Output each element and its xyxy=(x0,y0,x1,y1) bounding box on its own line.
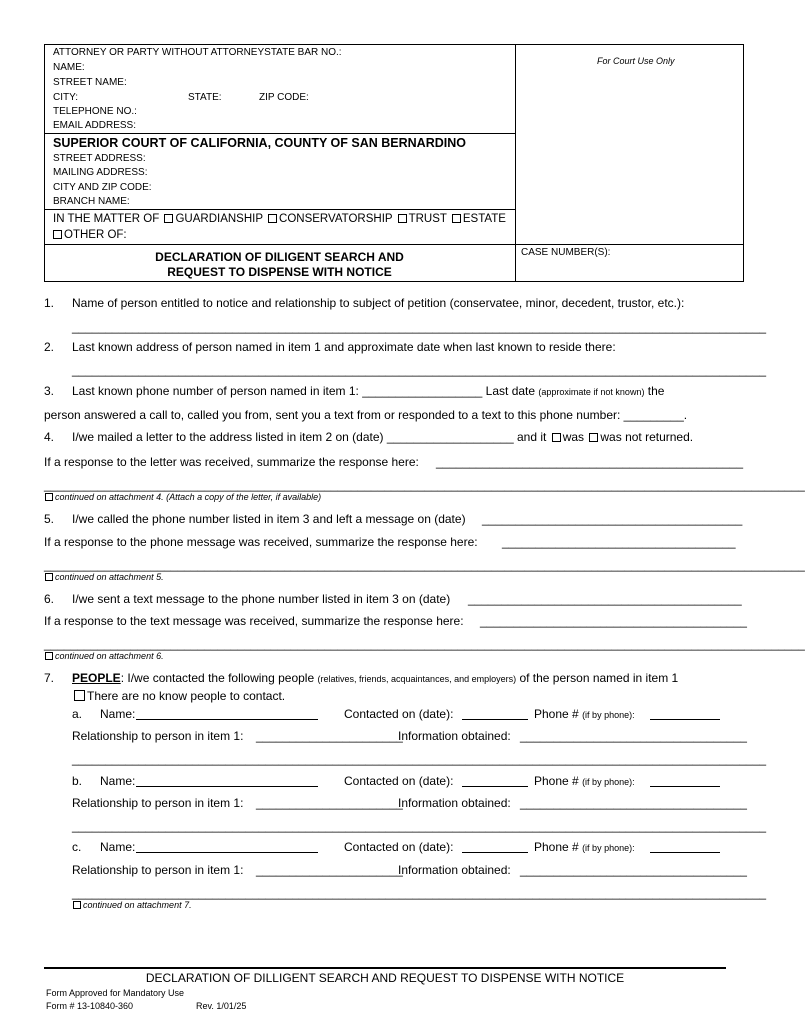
person-c-info-field[interactable]: __________________________________ xyxy=(520,863,747,877)
person-a-phone-field[interactable] xyxy=(650,719,720,720)
item4-continued xyxy=(45,492,321,503)
item2-text: Last known address of person named in item 1 and approximate date when last known to reside there: xyxy=(72,340,616,354)
item3-phone-field[interactable]: __________________ xyxy=(362,384,483,398)
item6-response-field[interactable]: ________________________________________ xyxy=(480,614,747,628)
person-c-phone-field[interactable] xyxy=(650,852,720,853)
person-a-info-line2[interactable]: ________________________________________________________________________________________________________ xyxy=(72,752,767,766)
case-number-label: CASE NUMBER(S): xyxy=(521,247,611,258)
court-mailing-label: MAILING ADDRESS: xyxy=(53,167,148,178)
item6-continued-label: continued on attachment 6. xyxy=(55,651,164,661)
item5-date-field[interactable]: _______________________________________ xyxy=(482,512,743,526)
item7-none-line xyxy=(72,689,285,703)
item4-continued-label: continued on attachment 4. (Attach a copy of the letter, if available) xyxy=(55,492,322,502)
person-a-phone-paren: (if by phone): xyxy=(582,710,635,720)
item2-number: 2. xyxy=(44,340,55,354)
item3-line2-text: person answered a call to, called you from, sent you a text from or responded to a text to this phone number: xyxy=(44,408,621,422)
street-label: STREET NAME: xyxy=(53,77,127,88)
person-b-contacted-label: Contacted on (date): xyxy=(344,774,454,788)
person-a-name-field[interactable] xyxy=(136,719,318,720)
person-b-info-field[interactable]: __________________________________ xyxy=(520,796,747,810)
item4-continued-checkbox[interactable] xyxy=(45,493,53,501)
item4-date-field[interactable]: ___________________ xyxy=(386,430,514,444)
item7-number: 7. xyxy=(44,671,55,685)
item5-number: 5. xyxy=(44,512,55,526)
name-label: NAME: xyxy=(53,62,85,73)
item1-answer-line[interactable]: ________________________________________________________________________________________________________ xyxy=(72,320,767,334)
item1-number: 1. xyxy=(44,296,55,310)
item7-continued xyxy=(73,900,192,911)
caption-box xyxy=(44,44,744,282)
person-c-contacted-field[interactable] xyxy=(462,852,528,853)
court-cityzip-label: CITY AND ZIP CODE: xyxy=(53,182,152,193)
item6-text: I/we sent a text message to the phone number listed in item 3 on (date) xyxy=(72,592,451,606)
matter-line xyxy=(53,212,506,226)
footer-title: DECLARATION OF DILLIGENT SEARCH AND REQUEST TO DISPENSE WITH NOTICE xyxy=(145,971,625,985)
item5-response-field[interactable]: ___________________________________ xyxy=(502,535,736,549)
person-a-phone-label: Phone # xyxy=(534,707,579,721)
form-title-line2: REQUEST TO DISPENSE WITH NOTICE xyxy=(167,265,392,279)
item1-text: Name of person entitled to notice and relationship to subject of petition (conservatee, minor, decedent, trustor, etc.): xyxy=(72,296,685,310)
person-b-letter: b. xyxy=(72,774,83,788)
item5-response-line2[interactable]: __________________________________________________________________________________________________________________ xyxy=(44,558,805,572)
trust-label: TRUST xyxy=(408,213,447,225)
person-a-contacted-field[interactable] xyxy=(462,719,528,720)
person-c-relationship-field[interactable]: ______________________ xyxy=(256,863,403,877)
item7-paren: (relatives, friends, acquaintances, and employers) xyxy=(317,674,517,684)
person-c-phone-label: Phone # xyxy=(534,840,579,854)
footer-rule xyxy=(44,967,726,969)
person-c-phone-paren: (if by phone): xyxy=(582,843,635,853)
item4-response-line2[interactable]: __________________________________________________________________________________________________________________ xyxy=(44,478,805,492)
item4-was-not-label: was not returned. xyxy=(600,430,694,444)
person-c-contacted-label: Contacted on (date): xyxy=(344,840,454,854)
item7-line xyxy=(72,671,678,685)
court-section-bottom xyxy=(44,209,515,210)
item3-text: Last known phone number of person named in item 1: xyxy=(72,384,359,398)
item3-approx: (approximate if not known) xyxy=(538,387,645,397)
zip-label: ZIP CODE: xyxy=(259,92,309,103)
guardianship-label: GUARDIANSHIP xyxy=(175,213,263,225)
item3-line2 xyxy=(44,408,687,422)
item7-none-label: There are no know people to contact. xyxy=(87,689,286,703)
person-b-name-label: Name: xyxy=(100,774,136,788)
estate-checkbox[interactable] xyxy=(452,214,461,223)
conservatorship-label: CONSERVATORSHIP xyxy=(279,213,393,225)
item7-tail: of the person named in item 1 xyxy=(519,671,679,685)
estate-label: ESTATE xyxy=(462,213,506,225)
person-a-relationship-field[interactable]: ______________________ xyxy=(256,729,403,743)
other-label: OTHER OF: xyxy=(64,229,127,241)
person-a-letter: a. xyxy=(72,707,83,721)
person-a-name-label: Name: xyxy=(100,707,136,721)
item6-continued-checkbox[interactable] xyxy=(45,652,53,660)
person-b-phone xyxy=(534,774,635,788)
person-c-letter: c. xyxy=(72,840,82,854)
item3-number: 3. xyxy=(44,384,55,398)
matter-section-bottom xyxy=(44,244,744,245)
state-label: STATE: xyxy=(188,92,222,103)
item4-line xyxy=(72,430,693,444)
person-b-contacted-field[interactable] xyxy=(462,786,528,787)
person-c-phone xyxy=(534,840,635,854)
item7-continued-label: continued on attachment 7. xyxy=(83,900,192,910)
item7-text: : I/we contacted the following people xyxy=(120,671,315,685)
item4-was-not-checkbox[interactable] xyxy=(589,433,598,442)
item5-text: I/we called the phone number listed in item 3 and left a message on (date) xyxy=(72,512,466,526)
matter-prefix: IN THE MATTER OF xyxy=(53,213,160,225)
item4-text: I/we mailed a letter to the address listed in item 2 on (date) xyxy=(72,430,384,444)
other-checkbox[interactable] xyxy=(53,230,62,239)
item5-continued-checkbox[interactable] xyxy=(45,573,53,581)
person-a-info-field[interactable]: __________________________________ xyxy=(520,729,747,743)
guardianship-checkbox[interactable] xyxy=(164,214,173,223)
item4-was-label: was xyxy=(562,430,585,444)
item5-response-label: If a response to the phone message was received, summarize the response here: xyxy=(44,535,478,549)
person-b-relationship-field[interactable]: ______________________ xyxy=(256,796,403,810)
item2-answer-line[interactable]: ________________________________________________________________________________________________________ xyxy=(72,363,767,377)
court-branch-label: BRANCH NAME: xyxy=(53,196,130,207)
person-b-relationship-label: Relationship to person in item 1: xyxy=(72,796,244,810)
item7-continued-checkbox[interactable] xyxy=(73,901,81,909)
court-street-label: STREET ADDRESS: xyxy=(53,153,146,164)
email-label: EMAIL ADDRESS: xyxy=(53,120,136,131)
item6-date-field[interactable]: _________________________________________ xyxy=(468,592,742,606)
item3-the: the xyxy=(647,384,665,398)
item4-was-checkbox[interactable] xyxy=(552,433,561,442)
trust-checkbox[interactable] xyxy=(398,214,407,223)
item4-response-label: If a response to the letter was received, summarize the response here: xyxy=(44,455,419,469)
person-b-name-field[interactable] xyxy=(136,786,318,787)
telephone-label: TELEPHONE NO.: xyxy=(53,106,137,117)
item6-continued xyxy=(45,651,164,662)
item4-response-field[interactable]: ______________________________________________ xyxy=(436,455,743,469)
item7-none-checkbox[interactable] xyxy=(74,690,85,701)
footer-approved: Form Approved for Mandatory Use xyxy=(46,988,185,998)
person-c-name-label: Name: xyxy=(100,840,136,854)
item3-line2-field[interactable]: _________. xyxy=(623,408,688,422)
person-a-contacted-label: Contacted on (date): xyxy=(344,707,454,721)
item4-number: 4. xyxy=(44,430,55,444)
person-c-relationship-label: Relationship to person in item 1: xyxy=(72,863,244,877)
attorney-section-bottom xyxy=(44,133,515,134)
person-a-info-label: Information obtained: xyxy=(398,729,511,743)
conservatorship-checkbox[interactable] xyxy=(268,214,277,223)
person-b-info-line2[interactable]: ________________________________________________________________________________________________________ xyxy=(72,819,767,833)
item6-response-label: If a response to the text message was received, summarize the response here: xyxy=(44,614,464,628)
city-label: CITY: xyxy=(53,92,79,103)
person-b-phone-paren: (if by phone): xyxy=(582,777,635,787)
person-c-name-field[interactable] xyxy=(136,852,318,853)
person-b-phone-label: Phone # xyxy=(534,774,579,788)
item6-response-line2[interactable]: __________________________________________________________________________________________________________________ xyxy=(44,637,805,651)
person-a-relationship-label: Relationship to person in item 1: xyxy=(72,729,244,743)
court-use-label: For Court Use Only xyxy=(597,56,675,66)
item6-number: 6. xyxy=(44,592,55,606)
person-b-phone-field[interactable] xyxy=(650,786,720,787)
footer-form-number: Form # 13-10840-360 xyxy=(46,1001,134,1011)
person-b-info-label: Information obtained: xyxy=(398,796,511,810)
caption-divider xyxy=(515,44,516,282)
item5-continued-label: continued on attachment 5. xyxy=(55,572,164,582)
matter-other-line xyxy=(51,228,127,242)
item5-continued xyxy=(45,572,164,583)
person-c-info-label: Information obtained: xyxy=(398,863,511,877)
form-title-line1: DECLARATION OF DILIGENT SEARCH AND xyxy=(155,250,404,264)
footer-revision: Rev. 1/01/25 xyxy=(196,1001,247,1011)
item3-last-date: Last date xyxy=(485,384,536,398)
item3-line1 xyxy=(72,384,664,398)
item7-people: PEOPLE xyxy=(72,671,121,685)
person-c-info-line2[interactable]: ________________________________________________________________________________________________________ xyxy=(72,886,767,900)
person-a-phone xyxy=(534,707,635,721)
court-name: SUPERIOR COURT OF CALIFORNIA, COUNTY OF SAN BERNARDINO xyxy=(53,136,466,150)
attorney-label: ATTORNEY OR PARTY WITHOUT ATTORNEYSTATE BAR NO.: xyxy=(53,47,342,58)
item4-and-it: and it xyxy=(517,430,547,444)
